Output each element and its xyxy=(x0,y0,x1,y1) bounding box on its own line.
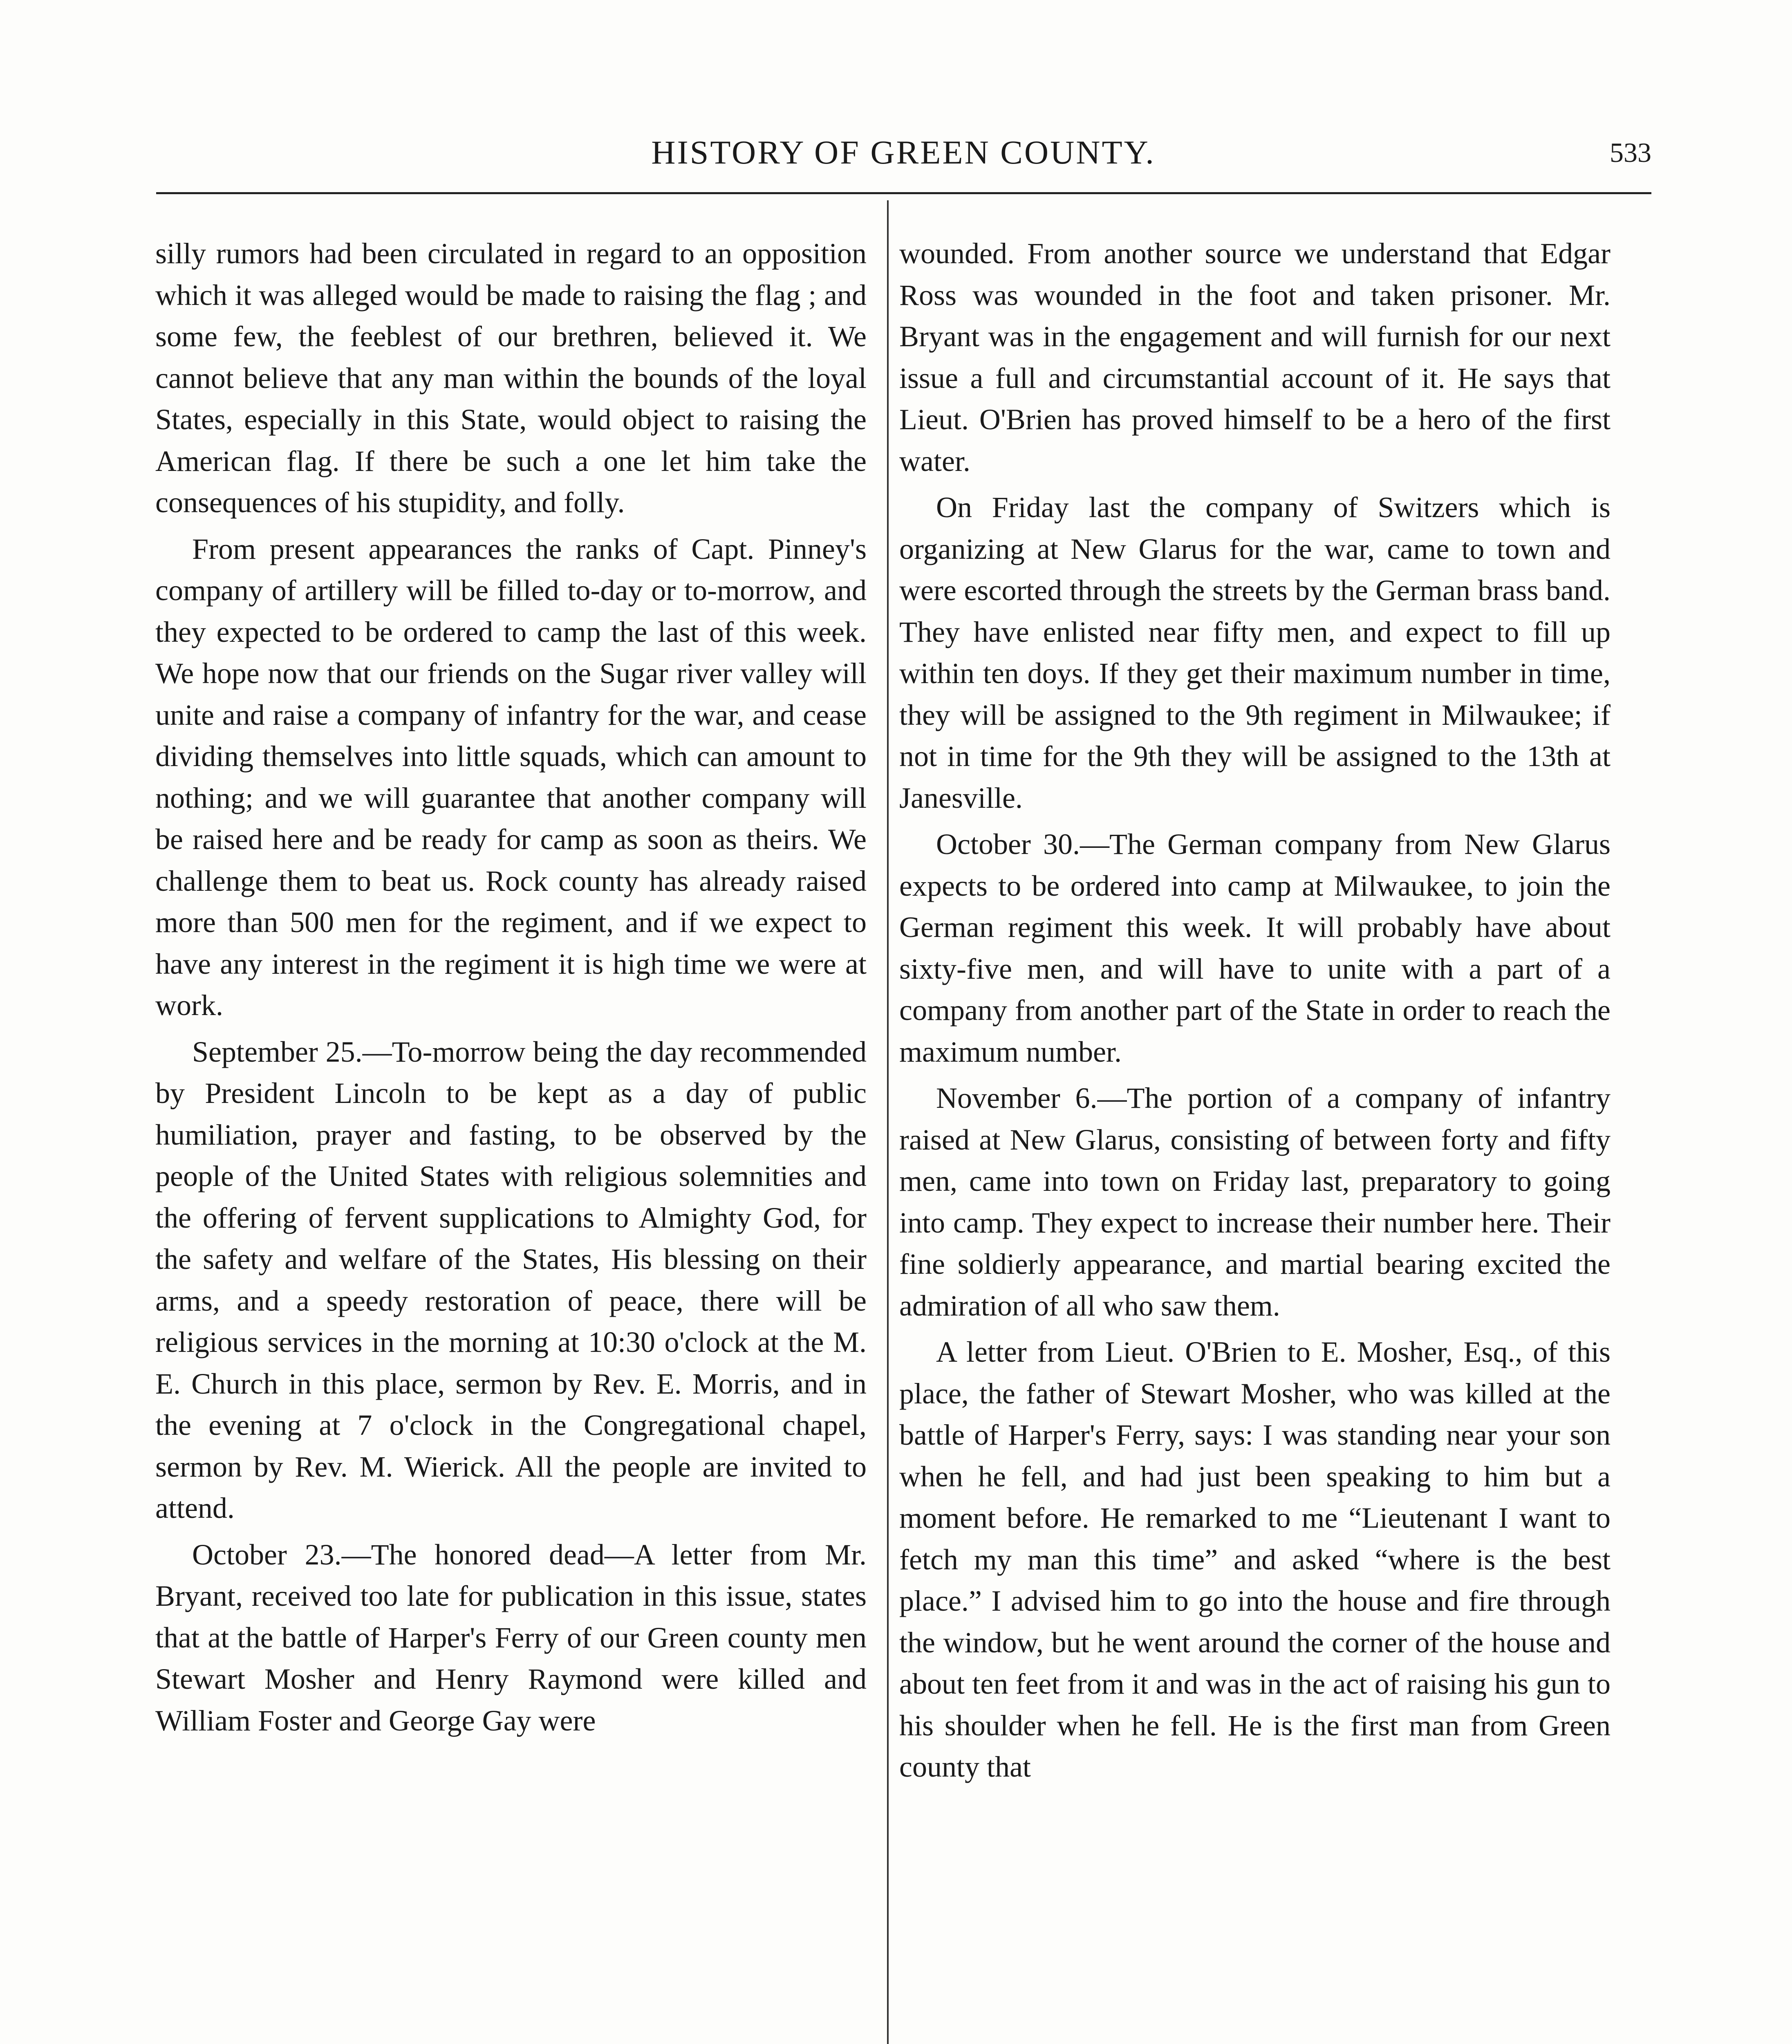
running-title: HISTORY OF GREEN COUNTY. xyxy=(651,134,1156,171)
paragraph: November 6.—The portion of a company of infantry raised at New Glarus, consisting of between forty and fifty men, came into town on Friday last, preparatory to going into camp. They expect to increase their number here. Their fine soldierly appearance, and martial bearing excited the admiration of all who saw them. xyxy=(899,1082,1611,1322)
page-number: 533 xyxy=(1610,137,1651,168)
paragraph: October 23.—The honored dead—A letter from Mr. Bryant, received too late for publication in this issue, states that at the battle of Harper's Ferry of our Green county men Stewart Mosher and Henry Raymond were killed and William Foster and George Gay were xyxy=(155,1538,867,1737)
header-rule xyxy=(156,192,1651,194)
paragraph: silly rumors had been circulated in regard to an opposition which it was alleged would be made to raising the flag ; and some few, the feeblest of our brethren, believed it. We cannot believe that any man within the bounds of the loyal States, especially in this State, would object to raising the American flag. If there be such a one let him take the consequences of his stupidity, and folly. xyxy=(155,237,867,519)
paragraph: wounded. From another source we understand that Edgar Ross was wounded in the foot and taken prisoner. Mr. Bryant was in the engagement and will furnish for our next issue a full and circumstantial account of it. He says that Lieut. O'Brien has proved himself to be a hero of the first water. xyxy=(899,237,1611,477)
column-divider xyxy=(887,200,889,2044)
right-column xyxy=(899,233,1611,1793)
paragraph: On Friday last the company of Switzers which is organizing at New Glarus for the war, came to town and were escorted through the streets by the German brass band. They have enlisted near fifty men, and expect to fill up within ten doys. If they get their maximum number in time, they will be assigned to the 9th regiment in Milwaukee; if not in time for the 9th they will be assigned to the 13th at Janesville. xyxy=(899,491,1611,814)
paragraph: October 30.—The German company from New Glarus expects to be ordered into camp at Milwaukee, to join the German regiment this week. It will probably have about sixty-five men, and will have to unite with a part of a company from another part of the State in order to reach the maximum number. xyxy=(899,828,1611,1068)
paragraph: A letter from Lieut. O'Brien to E. Mosher, Esq., of this place, the father of Stewart Mosher, who was killed at the battle of Harper's Ferry, says: I was standing near your son when he fell, and had just been speaking to him but a moment before. He remarked to me “Lieutenant I want to fetch my man this time” and asked “where is the best place.” I advised him to go into the house and fire through the window, but he went around the corner of the house and about ten feet from it and was in the act of raising his gun to his shoulder when he fell. He is the first man from Green county that xyxy=(899,1336,1611,1783)
running-header xyxy=(155,130,1651,175)
left-column xyxy=(155,233,867,1746)
paragraph: From present appearances the ranks of Capt. Pinney's company of artillery will be filled to-day or to-morrow, and they expected to be ordered to camp the last of this week. We hope now that our friends on the Sugar river valley will unite and raise a company of infantry for the war, and cease dividing themselves into little squads, which can amount to nothing; and we will guarantee that another company will be raised here and be ready for camp as soon as theirs. We challenge them to beat us. Rock county has already raised more than 500 men for the regiment, and if we expect to have any interest in the regiment it is high time we were at work. xyxy=(155,532,867,1022)
paragraph: September 25.—To-morrow being the day recommended by President Lincoln to be kept as a day of public humiliation, prayer and fasting, to be observed by the people of the United States with religious solemnities and the offering of fervent supplications to Almighty God, for the safety and welfare of the States, His blessing on their arms, and a speedy restoration of peace, there will be religious services in the morning at 10:30 o'clock at the M. E. Church in this place, sermon by Rev. E. Morris, and in the evening at 7 o'clock in the Congregational chapel, sermon by Rev. M. Wierick. All the people are invited to attend. xyxy=(155,1035,867,1524)
